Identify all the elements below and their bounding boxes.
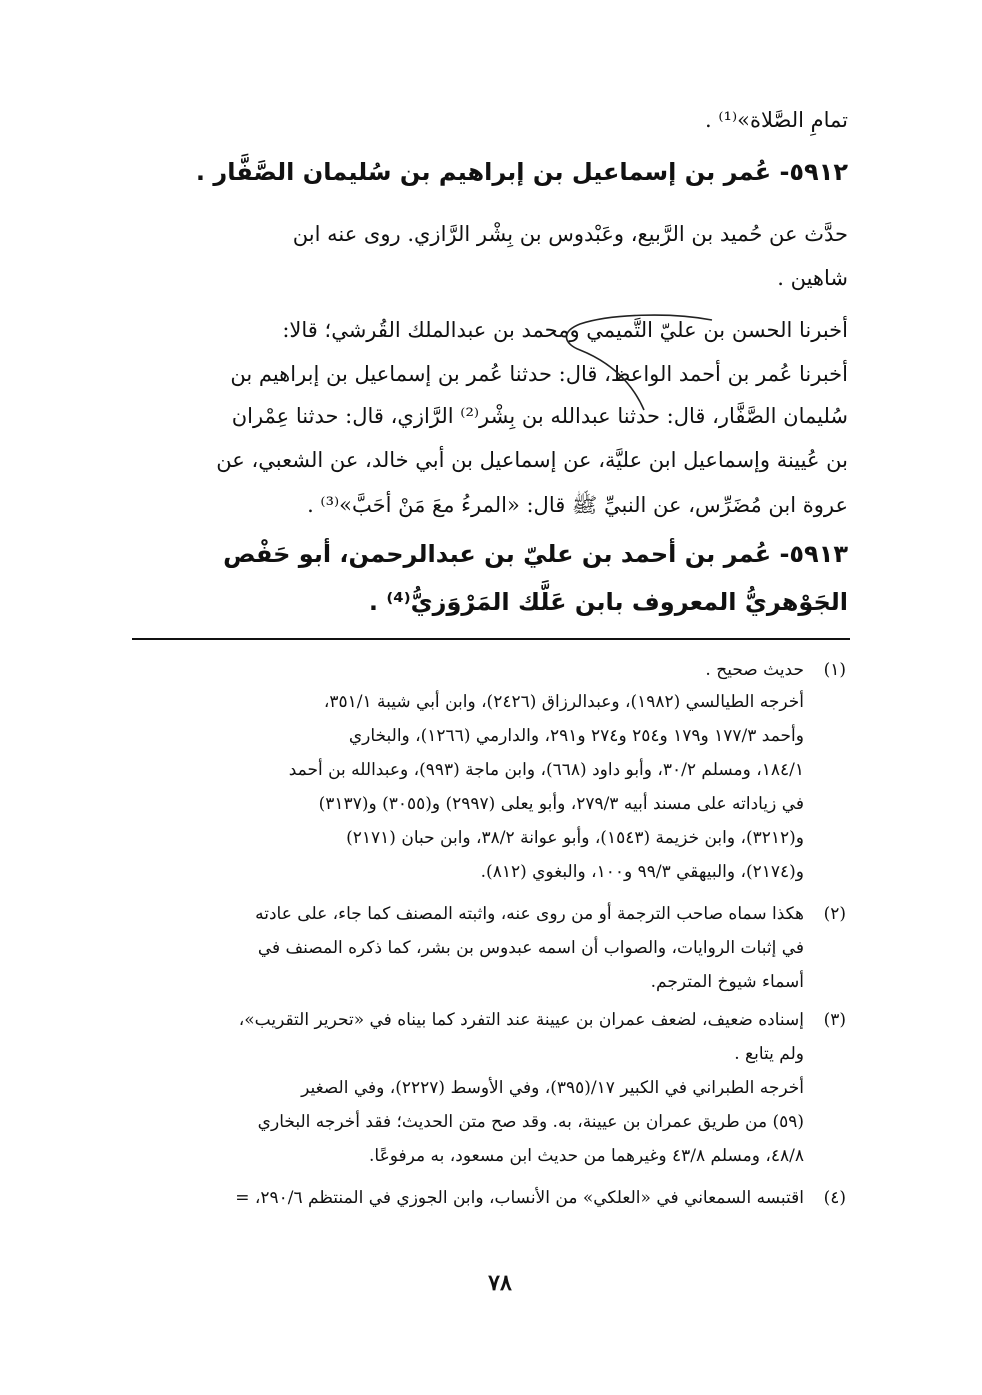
footnote-number: (٣) — [823, 1010, 846, 1030]
footnote-line: هكذا سماه صاحب الترجمة أو من روى عنه، واثبته المصنف كما جاء، على عادته — [255, 904, 804, 924]
entry-5913-title: ٥٩١٣- عُمر بن أحمد بن عليّ بن عبدالرحمن، أبو حَفْص — [223, 540, 848, 568]
isnad-line: بن عُيينة وإسماعيل ابن عليَّة، عن إسماعيل بن أبي خالد، عن الشعبي، عن — [216, 448, 848, 472]
entry-5912-line: شاهين . — [777, 266, 848, 290]
footnote-line: أخرجه الطبراني في الكبير ١٧/(٣٩٥)، وفي الأوسط (٢٢٢٧)، وفي الصغير — [301, 1078, 804, 1098]
footnote-line: ٤٨/٨، ومسلم ٤٣/٨ وغيرهما من حديث ابن مسعود، به مرفوعًا. — [369, 1146, 804, 1166]
footnote-line: حديث صحيح . — [705, 660, 804, 680]
entry-5912-title: ٥٩١٢- عُمر بن إسماعيل بن إبراهيم بن سُليمان الصَّفَّار . — [195, 158, 848, 186]
footnote-line: في إثبات الروايات، والصواب أن اسمه عبدوس بن بشر، كما ذكره المصنف في — [257, 938, 804, 958]
footnote-number: (٤) — [823, 1188, 846, 1208]
intro-line: تمامِ الصَّلاة»⁽¹⁾ . — [705, 108, 848, 132]
isnad-line: عروة ابن مُضَرِّس، عن النبيِّ ﷺ قال: «المرءُ معَ مَنْ أحَبَّ»⁽³⁾ . — [307, 493, 848, 517]
footnote-line: و(٢١٧٤)، والبيهقي ٩٩/٣ و١٠٠، والبغوي (٨١٢). — [480, 862, 804, 882]
entry-5912-line: حدَّث عن حُميد بن الرَّبيع، وعَبْدوس بن بِشْر الرَّازي. روى عنه ابن — [292, 222, 848, 246]
footnote-line: و(٣٢١٢)، وابن خزيمة (١٥٤٣)، وأبو عوانة ٣٨/٢، وابن حبان (٢١٧١) — [346, 828, 804, 848]
pen-mark-icon — [540, 310, 730, 415]
isnad-line: أخبرنا عُمر بن أحمد الواعظ، قال: حدثنا عُمر بن إسماعيل بن إبراهيم بن — [230, 362, 848, 386]
footnote-line: في زياداته على مسند أبيه ٢٧٩/٣، وأبو يعلى (٢٩٩٧) و(٣٠٥٥) و(٣١٣٧) — [318, 794, 804, 814]
footnote-line: وأحمد ١٧٧/٣ و١٧٩ و٢٥٤ و٢٧٤ و٢٩١، والدارمي (١٢٦٦)، والبخاري — [348, 726, 804, 746]
page-number: ٧٨ — [488, 1270, 512, 1296]
footnote-line: (٥٩) من طريق عمران بن عيينة، به. وقد صح متن الحديث؛ فقد أخرجه البخاري — [257, 1112, 804, 1132]
footnote-line: ولم يتابع . — [734, 1044, 804, 1064]
footnote-line: أخرجه الطيالسي (١٩٨٢)، وعبدالرزاق (٢٤٢٦)، وابن أبي شيبة ٣٥١/١، — [323, 692, 804, 712]
footnote-divider — [132, 638, 850, 640]
footnote-number: (٢) — [823, 904, 846, 924]
footnote-line: اقتبسه السمعاني في «العلكي» من الأنساب، وابن الجوزي في المنتظم ٢٩٠/٦، = — [235, 1188, 804, 1208]
isnad-line: سُليمان الصَّفَّار، قال: حدثنا عبدالله بن بِشْر⁽²⁾ الرَّازي، قال: حدثنا عِمْران — [231, 404, 848, 428]
entry-5913-title: الجَوْهريُّ المعروف بابن عَلَّك المَرْوَزيُّ⁽⁴⁾ . — [368, 588, 848, 616]
footnote-line: أسماء شيوخ المترجم. — [650, 972, 804, 992]
footnote-line: ١٨٤/١، ومسلم ٣٠/٢، وأبو داود (٦٦٨)، وابن ماجة (٩٩٣)، وعبدالله بن أحمد — [288, 760, 804, 780]
footnote-number: (١) — [823, 660, 846, 680]
footnote-line: إسناده ضعيف، لضعف عمران بن عيينة عند التفرد كما بيناه في «تحرير التقريب»، — [238, 1010, 804, 1030]
isnad-line: أخبرنا الحسن بن عليّ التَّميمي ومحمد بن عبدالملك القُرشي؛ قالا: — [282, 318, 848, 342]
